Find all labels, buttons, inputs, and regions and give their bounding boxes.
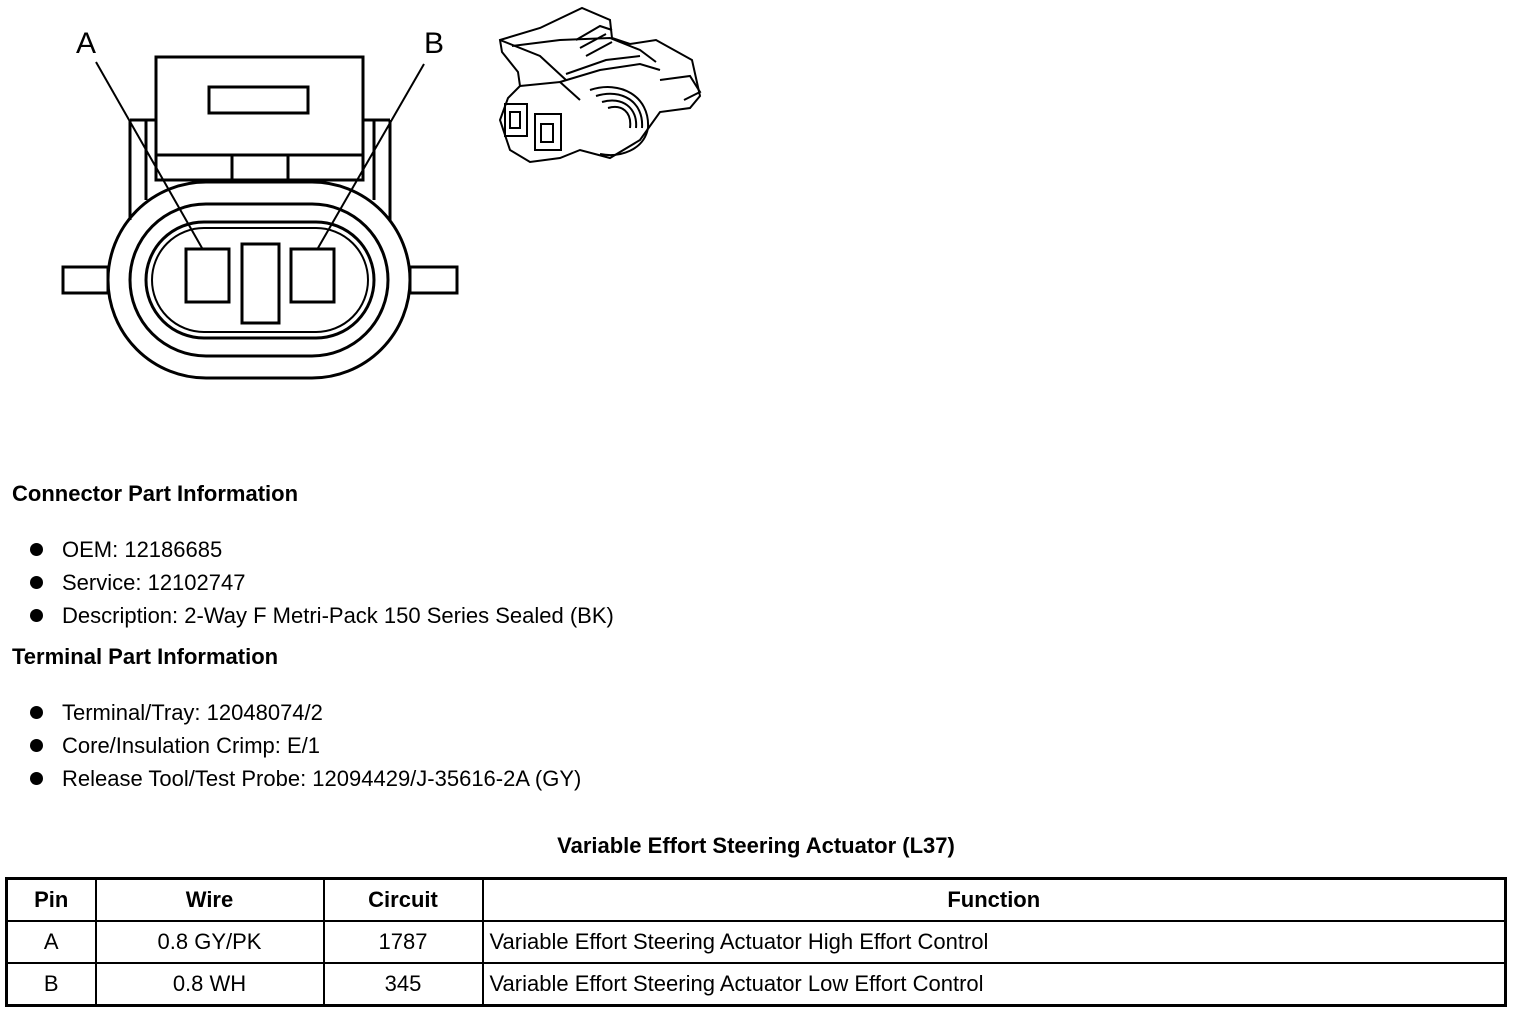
list-item: Terminal/Tray: 12048074/2 <box>30 696 581 729</box>
callout-b: B <box>424 27 445 60</box>
connector-part-info-heading: Connector Part Information <box>12 481 299 506</box>
connector-diagram <box>0 0 740 400</box>
bullet-icon <box>30 543 43 556</box>
cell-circuit: 1787 <box>324 921 483 963</box>
list-item: Release Tool/Test Probe: 12094429/J-35616-2A (GY) <box>30 762 581 795</box>
connector-lock-window <box>209 87 308 113</box>
table-row <box>7 963 1506 1006</box>
bullet-icon <box>30 609 43 622</box>
terminal-cavity-a <box>186 249 229 302</box>
bullet-icon <box>30 706 43 719</box>
column-header-pin: Pin <box>7 879 96 922</box>
column-header-wire: Wire <box>96 879 324 922</box>
connector-lock-tab <box>156 57 363 180</box>
cell-function: Variable Effort Steering Actuator High Effort Control <box>483 921 1506 963</box>
column-header-circuit: Circuit <box>324 879 483 922</box>
list-item: Core/Insulation Crimp: E/1 <box>30 729 581 762</box>
connector-part-info-list <box>30 533 614 632</box>
terminal-part-info-list <box>30 696 581 795</box>
table-header-row <box>7 879 1506 922</box>
connector-ear-right <box>410 267 457 293</box>
cell-pin: B <box>7 963 96 1006</box>
list-item: Service: 12102747 <box>30 566 614 599</box>
connector-isometric-illustration <box>500 8 700 162</box>
cell-wire: 0.8 WH <box>96 963 324 1006</box>
column-header-function: Function <box>483 879 1506 922</box>
connector-ear-left <box>63 267 108 293</box>
terminal-cavity-b <box>291 249 334 302</box>
cell-circuit: 345 <box>324 963 483 1006</box>
table-title: Variable Effort Steering Actuator (L37) <box>557 833 955 858</box>
cell-pin: A <box>7 921 96 963</box>
bullet-icon <box>30 772 43 785</box>
cell-function: Variable Effort Steering Actuator Low Effort Control <box>483 963 1506 1006</box>
list-item: OEM: 12186685 <box>30 533 614 566</box>
callout-a: A <box>76 27 97 60</box>
table-row <box>7 921 1506 963</box>
bullet-icon <box>30 739 43 752</box>
cell-wire: 0.8 GY/PK <box>96 921 324 963</box>
terminal-key <box>242 244 279 323</box>
pinout-table <box>5 877 1507 1007</box>
terminal-part-info-heading: Terminal Part Information <box>12 644 279 669</box>
bullet-icon <box>30 576 43 589</box>
list-item: Description: 2-Way F Metri-Pack 150 Series Sealed (BK) <box>30 599 614 632</box>
connector-body <box>108 182 410 378</box>
